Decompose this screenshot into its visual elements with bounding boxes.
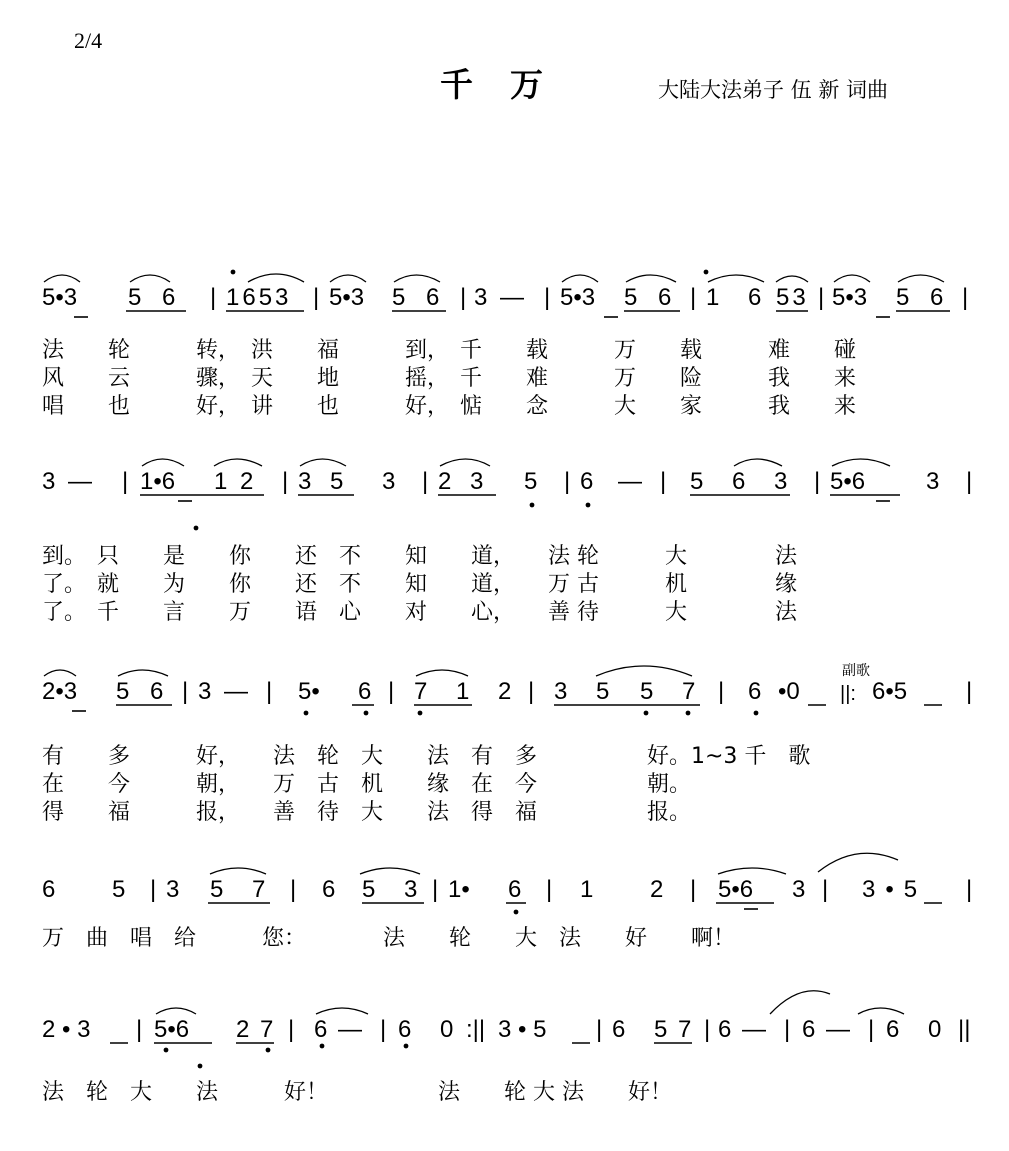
- barline: |: [546, 876, 553, 903]
- lyric-line: 得 福 报， 善 待 大 法 得 福 报。: [42, 800, 692, 825]
- note-group: 5 6: [116, 678, 164, 705]
- octave-dot: [404, 1044, 409, 1049]
- note-group: 3•5: [862, 876, 928, 903]
- slur: [440, 459, 490, 466]
- lyric-line: 法 轮 大 法 好！ 法 轮 大 法 好！: [42, 1080, 672, 1105]
- slur: [214, 459, 262, 466]
- barline: |: [388, 678, 395, 705]
- note-group: 3 • 5: [498, 1016, 547, 1043]
- note-group: 3 —: [42, 468, 93, 495]
- note-group: 6•5: [872, 678, 908, 705]
- barline: |: [868, 1016, 875, 1043]
- note-group: 1653: [226, 284, 292, 311]
- barline: |: [528, 678, 535, 705]
- octave-dot: [198, 1064, 203, 1069]
- octave-dot: [164, 1048, 169, 1053]
- note-group: 5•3: [560, 284, 596, 311]
- note-group: 1 2: [214, 468, 254, 495]
- note-group: 6 —: [802, 1016, 851, 1043]
- note-group: 5•3: [832, 284, 868, 311]
- note-group: 5 6: [896, 284, 944, 311]
- barline: |: [150, 876, 157, 903]
- octave-dot: [644, 711, 649, 716]
- octave-dot: [754, 711, 759, 716]
- note-group: 2 3: [438, 468, 484, 495]
- note: 2: [498, 678, 512, 705]
- note-group: 53: [776, 284, 809, 311]
- lyric-line: 法 轮 转， 洪 福 到， 千 载 万 载 难 碰: [42, 338, 857, 363]
- note-group: 6 0: [886, 1016, 942, 1043]
- octave-dot: [194, 526, 199, 531]
- barline: |: [432, 876, 439, 903]
- slur: [718, 868, 786, 874]
- barline: |: [596, 1016, 603, 1043]
- barline: |: [704, 1016, 711, 1043]
- barline: |: [122, 468, 129, 495]
- note-group: 1 6: [706, 284, 762, 311]
- slur: [898, 275, 944, 282]
- octave-dot: [418, 711, 423, 716]
- slur: [394, 275, 440, 282]
- slurs: [44, 274, 944, 1014]
- time-signature: 2/4: [74, 28, 103, 53]
- note: 6: [580, 468, 594, 495]
- slur: [708, 275, 764, 282]
- octave-dot: [320, 1044, 325, 1049]
- octave-dot: [586, 503, 591, 508]
- barline: |: [564, 468, 571, 495]
- octave-dot: [530, 503, 535, 508]
- composer-credit: 大陆大法弟子 伍 新 词曲: [658, 78, 889, 102]
- slur: [156, 1008, 196, 1014]
- barline: |: [460, 284, 467, 311]
- octave-dot: [304, 711, 309, 716]
- repeat-end: :||: [466, 1016, 486, 1043]
- slur: [330, 275, 366, 282]
- note-group: 2 • 3: [42, 1016, 91, 1043]
- note: 6: [42, 876, 56, 903]
- lyric-line: 到。 只 是 你 还 不 知 道， 法 轮 大 法: [42, 544, 797, 569]
- note-group: 5 7: [654, 1016, 694, 1043]
- note-group: 3 5: [554, 678, 610, 705]
- note-group: 5 7: [210, 876, 266, 903]
- slur: [360, 868, 420, 874]
- lyric-line: 万 曲 唱 给 您： 法 轮 大 法 好 啊！: [42, 926, 736, 951]
- repeat-start: ||:: [840, 683, 856, 705]
- slur: [776, 276, 808, 282]
- note-group: 6 •0: [748, 678, 800, 705]
- barline: |: [182, 678, 189, 705]
- note: 3: [792, 876, 806, 903]
- note-group: 5 6: [128, 284, 176, 311]
- note-group: 2•3: [42, 678, 78, 705]
- note-group: 6 —: [314, 1016, 363, 1043]
- double-underlines: [72, 317, 890, 909]
- barline: |: [690, 876, 697, 903]
- underlines: [110, 311, 950, 1043]
- final-barline: ||: [958, 1016, 971, 1043]
- note-group: 5 6: [624, 284, 672, 311]
- note-group: 5•6: [154, 1016, 190, 1043]
- note: 5: [524, 468, 538, 495]
- slur: [562, 275, 598, 282]
- slur: [130, 275, 170, 282]
- slur: [316, 1008, 368, 1014]
- note-group: 5•3: [42, 284, 78, 311]
- slur: [626, 275, 676, 282]
- lyric-line: 在 今 朝， 万 古 机 缘 在 今 朝。: [42, 772, 692, 797]
- slur: [834, 275, 870, 282]
- barline: |: [784, 1016, 791, 1043]
- slur: [818, 853, 898, 872]
- lyric-line: 了。 就 为 你 还 不 知 道， 万 古 机 缘: [42, 572, 797, 597]
- note-group: 5•6: [830, 468, 866, 495]
- note-group: 7 1: [414, 678, 470, 705]
- note-group: 5 3: [362, 876, 418, 903]
- note-group: 5 6: [392, 284, 440, 311]
- slur: [832, 459, 890, 466]
- slur: [734, 459, 782, 466]
- lyric-line: 唱 也 好， 讲 也 好， 惦 念 大 家 我 来: [42, 394, 857, 419]
- barline: |: [718, 678, 725, 705]
- barline: |: [822, 876, 829, 903]
- slur: [858, 1008, 904, 1014]
- note: 6: [508, 876, 522, 903]
- octave-dot: [704, 270, 709, 275]
- barline: |: [290, 876, 297, 903]
- note: 1•: [448, 876, 470, 903]
- barline: |: [966, 678, 973, 705]
- lyric-line: 有 多 好， 法 轮 大 法 有 多 好。1~3 千 歌: [42, 744, 811, 769]
- barline: |: [380, 1016, 387, 1043]
- barline: |: [962, 284, 969, 311]
- note: 5•: [298, 678, 320, 705]
- note-group: 1•6: [140, 468, 176, 495]
- lyric-line: 风 云 骤， 天 地 摇， 千 难 万 险 我 来: [42, 366, 857, 391]
- slur: [770, 991, 830, 1014]
- note: 3: [926, 468, 940, 495]
- barline: |: [422, 468, 429, 495]
- note: 3: [382, 468, 396, 495]
- barline: |: [814, 468, 821, 495]
- slur: [44, 670, 76, 676]
- slur: [300, 459, 346, 466]
- slur: [142, 459, 184, 466]
- barline: |: [136, 1016, 143, 1043]
- note-group: 3 —: [474, 284, 525, 311]
- dash: —: [618, 468, 642, 495]
- refrain-label: 副歌: [842, 663, 870, 679]
- barline: |: [210, 284, 217, 311]
- octave-dot: [686, 711, 691, 716]
- note: 2: [650, 876, 664, 903]
- note-group: 3 —: [198, 678, 249, 705]
- note: 5: [690, 468, 704, 495]
- note-group: 5 7: [640, 678, 696, 705]
- barline: |: [818, 284, 825, 311]
- slur: [44, 275, 80, 282]
- barline: |: [690, 284, 697, 311]
- slur: [416, 670, 468, 676]
- note: 3: [774, 468, 788, 495]
- slur: [248, 274, 304, 282]
- barline: |: [966, 468, 973, 495]
- note: 6: [358, 678, 372, 705]
- barline: |: [266, 678, 273, 705]
- barline: |: [313, 284, 320, 311]
- note-group: 5•3: [329, 284, 365, 311]
- slur: [118, 670, 168, 676]
- note-group: 5•6: [718, 876, 754, 903]
- barline: |: [282, 468, 289, 495]
- octave-dot: [364, 711, 369, 716]
- barline: |: [660, 468, 667, 495]
- lyric-line: 了。 千 言 万 语 心 对 心， 善 待 大 法: [42, 600, 797, 625]
- note: 1: [580, 876, 594, 903]
- slur: [596, 666, 692, 676]
- note: 3: [166, 876, 180, 903]
- song-title: 千 万: [440, 65, 545, 104]
- octave-dot: [514, 910, 519, 915]
- barline: |: [288, 1016, 295, 1043]
- barline: |: [544, 284, 551, 311]
- note: 6: [322, 876, 336, 903]
- note-group: 2 7: [236, 1016, 276, 1043]
- note-group: 6 —: [718, 1016, 767, 1043]
- note: 5: [112, 876, 126, 903]
- octave-dot: [266, 1048, 271, 1053]
- note-group: 6 0: [398, 1016, 454, 1043]
- note-group: 3 5: [298, 468, 344, 495]
- slur: [210, 868, 266, 874]
- barline: |: [966, 876, 973, 903]
- note: 6: [612, 1016, 626, 1043]
- octave-dot: [231, 270, 236, 275]
- note: 6: [732, 468, 746, 495]
